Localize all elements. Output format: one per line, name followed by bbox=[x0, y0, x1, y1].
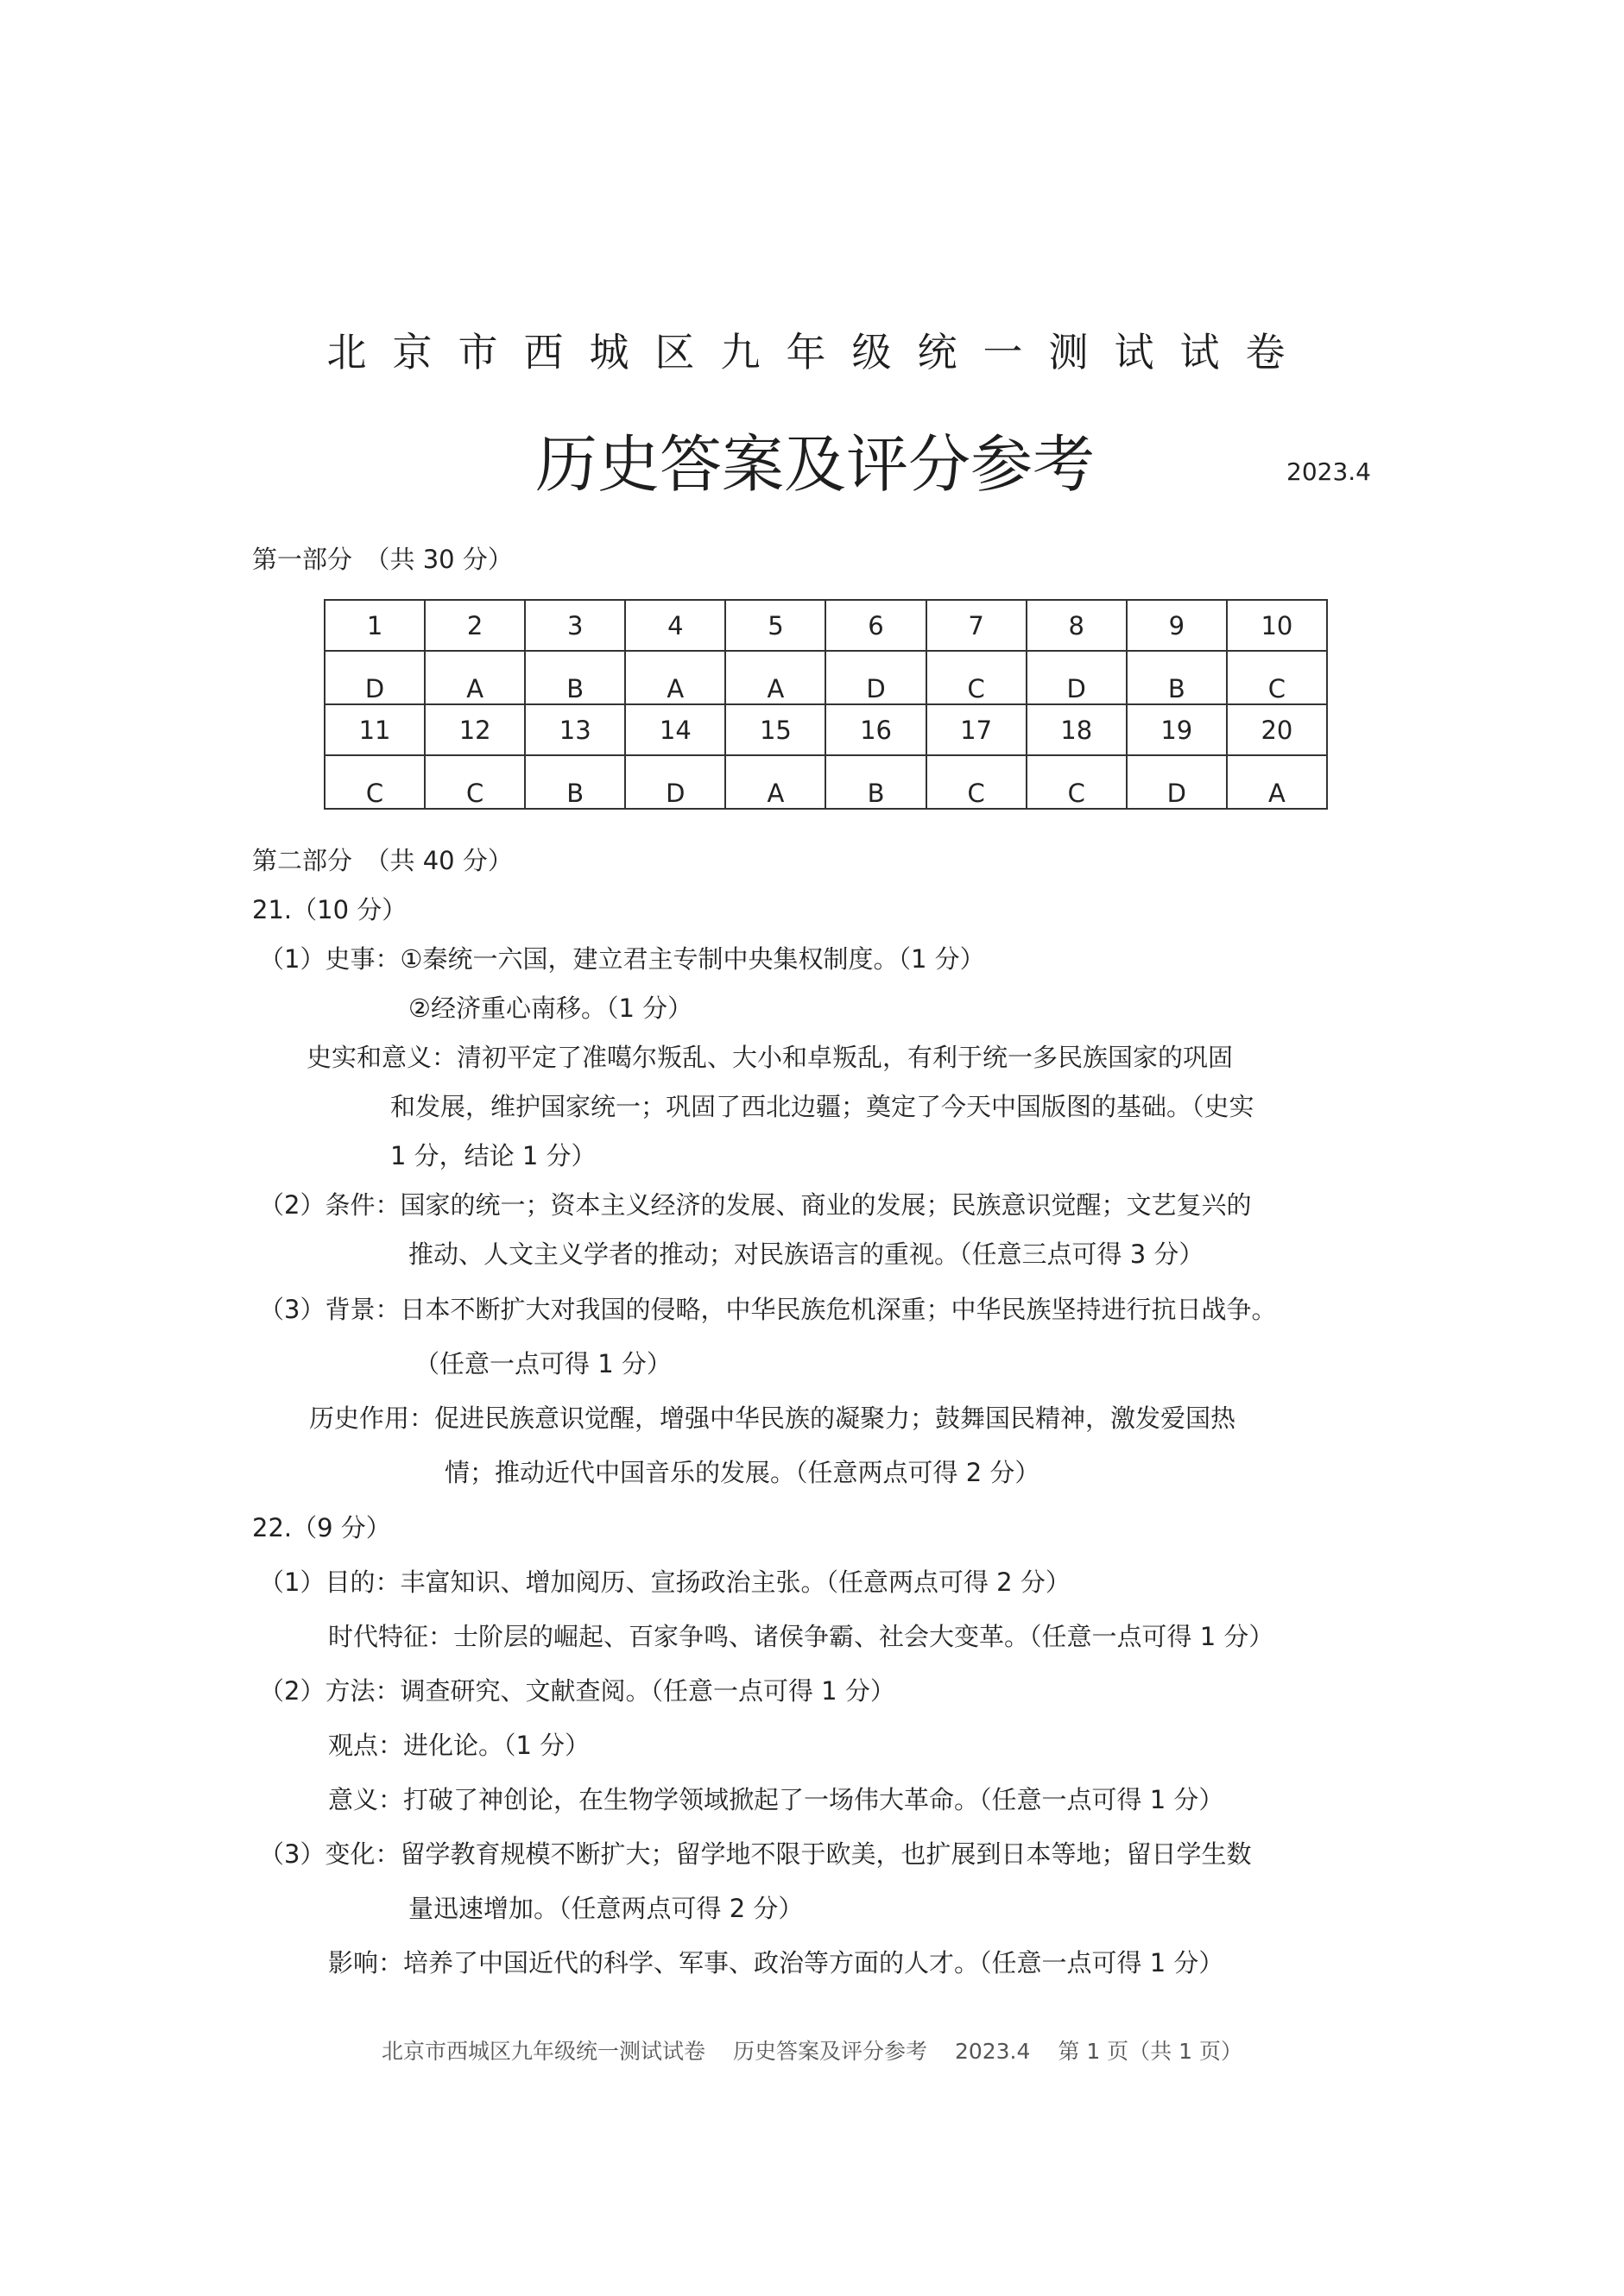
answer-line: （任意一点可得 1 分） bbox=[414, 1349, 672, 1378]
table-cell: 13 bbox=[525, 704, 625, 755]
question-21-heading: 21.（10 分） bbox=[252, 895, 408, 924]
table-cell: 12 bbox=[425, 704, 525, 755]
table-cell: 17 bbox=[926, 704, 1027, 755]
answer-line: （3）背景：日本不断扩大对我国的侵略，中华民族危机深重；中华民族坚持进行抗日战争。 bbox=[259, 1295, 1277, 1324]
table-cell: 8 bbox=[1027, 600, 1127, 651]
table-cell: D bbox=[825, 651, 926, 704]
answer-line: 观点：进化论。（1 分） bbox=[328, 1731, 591, 1760]
answer-line: （3）变化：留学教育规模不断扩大；留学地不限于欧美，也扩展到日本等地；留日学生数 bbox=[259, 1839, 1252, 1869]
table-cell: 19 bbox=[1127, 704, 1227, 755]
answer-table bbox=[324, 599, 1328, 810]
table-cell: C bbox=[926, 755, 1027, 809]
table-cell: D bbox=[625, 755, 725, 809]
answer-line: （2）条件：国家的统一；资本主义经济的发展、商业的发展；民族意识觉醒；文艺复兴的 bbox=[259, 1190, 1252, 1220]
table-cell: A bbox=[725, 755, 825, 809]
footer-doc-title: 历史答案及评分参考 bbox=[732, 2039, 927, 2064]
answer-line: 推动、人文主义学者的推动；对民族语言的重视。（任意三点可得 3 分） bbox=[408, 1239, 1204, 1269]
answer-line: 1 分，结论 1 分） bbox=[390, 1141, 597, 1170]
question-22-heading: 22.（9 分） bbox=[252, 1513, 391, 1542]
table-cell: A bbox=[725, 651, 825, 704]
answer-line: 量迅速增加。（任意两点可得 2 分） bbox=[408, 1894, 804, 1923]
table-cell: C bbox=[325, 755, 425, 809]
table-cell: 5 bbox=[725, 600, 825, 651]
document-date: 2023.4 bbox=[1286, 457, 1371, 486]
table-cell: B bbox=[1127, 651, 1227, 704]
table-cell: 18 bbox=[1027, 704, 1127, 755]
footer-page-number: 第 1 页（共 1 页） bbox=[1058, 2039, 1242, 2064]
table-cell: B bbox=[825, 755, 926, 809]
table-cell: 2 bbox=[425, 600, 525, 651]
page-footer bbox=[0, 2034, 1624, 2066]
table-cell: 20 bbox=[1227, 704, 1327, 755]
document-title: 历史答案及评分参考 bbox=[535, 428, 1096, 501]
answer-row bbox=[325, 755, 1327, 809]
table-cell: D bbox=[1127, 755, 1227, 809]
answer-line: 影响：培养了中国近代的科学、军事、政治等方面的人才。（任意一点可得 1 分） bbox=[328, 1948, 1224, 1977]
table-cell: 10 bbox=[1227, 600, 1327, 651]
table-cell: A bbox=[425, 651, 525, 704]
answer-line: （1）目的：丰富知识、增加阅历、宣扬政治主张。（任意两点可得 2 分） bbox=[259, 1567, 1071, 1597]
table-cell: 1 bbox=[325, 600, 425, 651]
table-cell: 16 bbox=[825, 704, 926, 755]
answer-line: 情；推动近代中国音乐的发展。（任意两点可得 2 分） bbox=[445, 1458, 1040, 1487]
table-cell: 14 bbox=[625, 704, 725, 755]
table-cell: A bbox=[1227, 755, 1327, 809]
answer-line: （2）方法：调查研究、文献查阅。（任意一点可得 1 分） bbox=[259, 1676, 895, 1706]
answer-line: 和发展，维护国家统一；巩固了西北边疆；奠定了今天中国版图的基础。（史实 bbox=[390, 1092, 1254, 1121]
question-number-row bbox=[325, 600, 1327, 651]
table-cell: 6 bbox=[825, 600, 926, 651]
table-cell: B bbox=[525, 651, 625, 704]
answer-line: ②经济重心南移。（1 分） bbox=[408, 993, 693, 1023]
table-cell: B bbox=[525, 755, 625, 809]
table-cell: D bbox=[1027, 651, 1127, 704]
footer-exam-title: 北京市西城区九年级统一测试试卷 bbox=[382, 2039, 706, 2064]
part1-heading: 第一部分 （共 30 分） bbox=[252, 545, 513, 574]
answer-line: （1）史事：①秦统一六国，建立君主专制中央集权制度。（1 分） bbox=[259, 944, 985, 974]
footer-date: 2023.4 bbox=[954, 2039, 1031, 2064]
table-cell: D bbox=[325, 651, 425, 704]
table-cell: A bbox=[625, 651, 725, 704]
exam-title: 北京市西城区九年级统一测试试卷 bbox=[326, 329, 1311, 375]
table-cell: 3 bbox=[525, 600, 625, 651]
answer-line: 时代特征：士阶层的崛起、百家争鸣、诸侯争霸、社会大变革。（任意一点可得 1 分） bbox=[328, 1622, 1274, 1651]
answer-line: 历史作用：促进民族意识觉醒，增强中华民族的凝聚力；鼓舞国民精神，激发爱国热 bbox=[309, 1403, 1236, 1433]
table-cell: C bbox=[1227, 651, 1327, 704]
part2-heading: 第二部分 （共 40 分） bbox=[252, 846, 513, 875]
answer-line: 史实和意义：清初平定了准噶尔叛乱、大小和卓叛乱，有利于统一多民族国家的巩固 bbox=[306, 1043, 1234, 1072]
table-cell: 15 bbox=[725, 704, 825, 755]
question-number-row bbox=[325, 704, 1327, 755]
answer-line: 意义：打破了神创论，在生物学领域掀起了一场伟大革命。（任意一点可得 1 分） bbox=[328, 1785, 1224, 1814]
table-cell: 11 bbox=[325, 704, 425, 755]
table-cell: 4 bbox=[625, 600, 725, 651]
table-cell: C bbox=[1027, 755, 1127, 809]
table-cell: C bbox=[926, 651, 1027, 704]
table-cell: 7 bbox=[926, 600, 1027, 651]
table-cell: C bbox=[425, 755, 525, 809]
table-cell: 9 bbox=[1127, 600, 1227, 651]
answer-row bbox=[325, 651, 1327, 704]
